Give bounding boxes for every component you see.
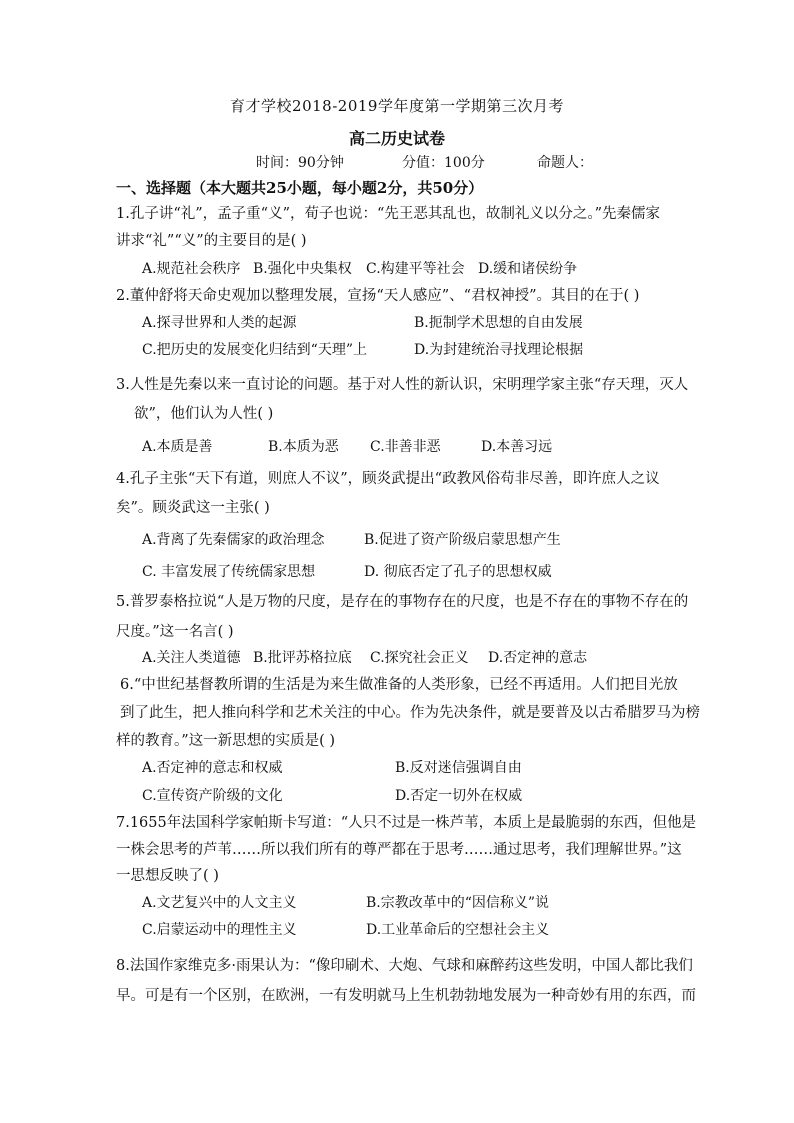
exam-title: 育才学校2018-2019学年度第一学期第三次月考 <box>230 97 564 115</box>
q4-option-b: B.促进了资产阶级启蒙思想产生 <box>364 532 561 548</box>
q4-option-c: C. 丰富发展了传统儒家思想 <box>142 564 316 580</box>
q7-option-a: A.文艺复兴中的人文主义 <box>142 895 297 911</box>
section-heading: 一、选择题（本大题共25小题，每小题2分，共50分） <box>116 179 484 197</box>
exam-subtitle: 高二历史试卷 <box>348 129 445 148</box>
question-3-line-2: 欲”，他们认为人性( ) <box>134 406 274 422</box>
question-5-line-2: 尺度。”这一名言( ) <box>116 624 234 640</box>
q1-option-c: C.构建平等社会 <box>366 261 465 277</box>
q6-option-b: B.反对迷信强调自由 <box>395 760 522 776</box>
q3-option-a: A.本质是善 <box>142 439 213 455</box>
q2-option-d: D.为封建统治寻找理论根据 <box>414 342 584 358</box>
q3-option-d: D.本善习远 <box>481 439 553 455</box>
question-6-line-2: 到了此生，把人推向科学和艺术关注的中心。作为先决条件，就是要普及以古希腊罗马为榜 <box>120 705 700 721</box>
question-7-line-2: 一株会思考的芦苇……所以我们所有的尊严都在于思考……通过思考，我们理解世界。”这 <box>116 842 682 858</box>
q6-option-a: A.否定神的意志和权威 <box>142 760 283 776</box>
exam-score: 分值：100分 <box>402 155 485 171</box>
question-3-line-1: 3.人性是先秦以来一直讨论的问题。基于对人性的新认识，宋明理学家主张“存天理，灭人 <box>116 377 689 393</box>
q5-option-d: D.否定神的意志 <box>488 650 588 666</box>
question-4-line-1: 4.孔子主张“天下有道，则庶人不议”，顾炎武提出“政教风俗苟非尽善，即许庶人之议 <box>116 471 660 487</box>
question-1-line-2: 讲求“礼”“义”的主要目的是( ) <box>116 233 307 249</box>
q4-option-a: A.背离了先秦儒家的政治理念 <box>142 532 325 548</box>
question-6-line-1: 6.“中世纪基督教所谓的生活是为来生做准备的人类形象，已经不再适用。人们把目光放 <box>120 677 678 693</box>
q1-option-d: D.缓和诸侯纷争 <box>478 261 578 277</box>
q4-option-d: D. 彻底否定了孔子的思想权威 <box>364 564 552 580</box>
q1-option-b: B.强化中央集权 <box>253 261 352 277</box>
q3-option-b: B.本质为恶 <box>268 439 339 455</box>
question-4-line-2: 矣”。顾炎武这一主张( ) <box>116 500 270 516</box>
question-8-line-1: 8.法国作家维克多·雨果认为：“像印刷术、大炮、气球和麻醉药这些发明，中国人都比我们 <box>116 958 693 974</box>
q3-option-c: C.非善非恶 <box>370 439 441 455</box>
q5-option-c: C.探究社会正义 <box>370 650 469 666</box>
q2-option-c: C.把历史的发展变化归结到“天理”上 <box>142 342 367 358</box>
question-2-line-1: 2.董仲舒将天命史观加以整理发展，宣扬“天人感应”、“君权神授”。其目的在于( ) <box>116 288 640 304</box>
question-1-line-1: 1.孔子讲“礼”，孟子重“义”，荀子也说：“先王恶其乱也，故制礼义以分之。”先秦儒家 <box>116 206 661 222</box>
q1-option-a: A.规范社会秩序 <box>142 261 241 277</box>
q7-option-c: C.启蒙运动中的理性主义 <box>142 922 297 938</box>
q2-option-a: A.探寻世界和人类的起源 <box>142 315 297 331</box>
q6-option-d: D.否定一切外在权威 <box>395 788 523 804</box>
question-6-line-3: 样的教育。”这一新思想的实质是( ) <box>116 733 336 749</box>
exam-time: 时间：90分钟 <box>256 155 344 171</box>
question-7-line-3: 一思想反映了( ) <box>116 868 219 884</box>
question-7-line-1: 7.1655年法国科学家帕斯卡写道：“人只不过是一株芦苇，本质上是最脆弱的东西，但他是 <box>116 815 697 831</box>
question-8-line-2: 早。可是有一个区别，在欧洲，一有发明就马上生机勃勃地发展为一种奇妙有用的东西，而 <box>116 988 696 1004</box>
q6-option-c: C.宣传资产阶级的文化 <box>142 788 283 804</box>
exam-author: 命题人： <box>537 155 593 171</box>
q2-option-b: B.扼制学术思想的自由发展 <box>414 315 583 331</box>
q5-option-a: A.关注人类道德 <box>142 650 241 666</box>
question-5-line-1: 5.普罗泰格拉说“人是万物的尺度，是存在的事物存在的尺度，也是不存在的事物不存在的 <box>116 594 689 610</box>
q7-option-d: D.工业革命后的空想社会主义 <box>366 922 550 938</box>
q5-option-b: B.批评苏格拉底 <box>253 650 352 666</box>
q7-option-b: B.宗教改革中的“因信称义”说 <box>366 895 550 911</box>
